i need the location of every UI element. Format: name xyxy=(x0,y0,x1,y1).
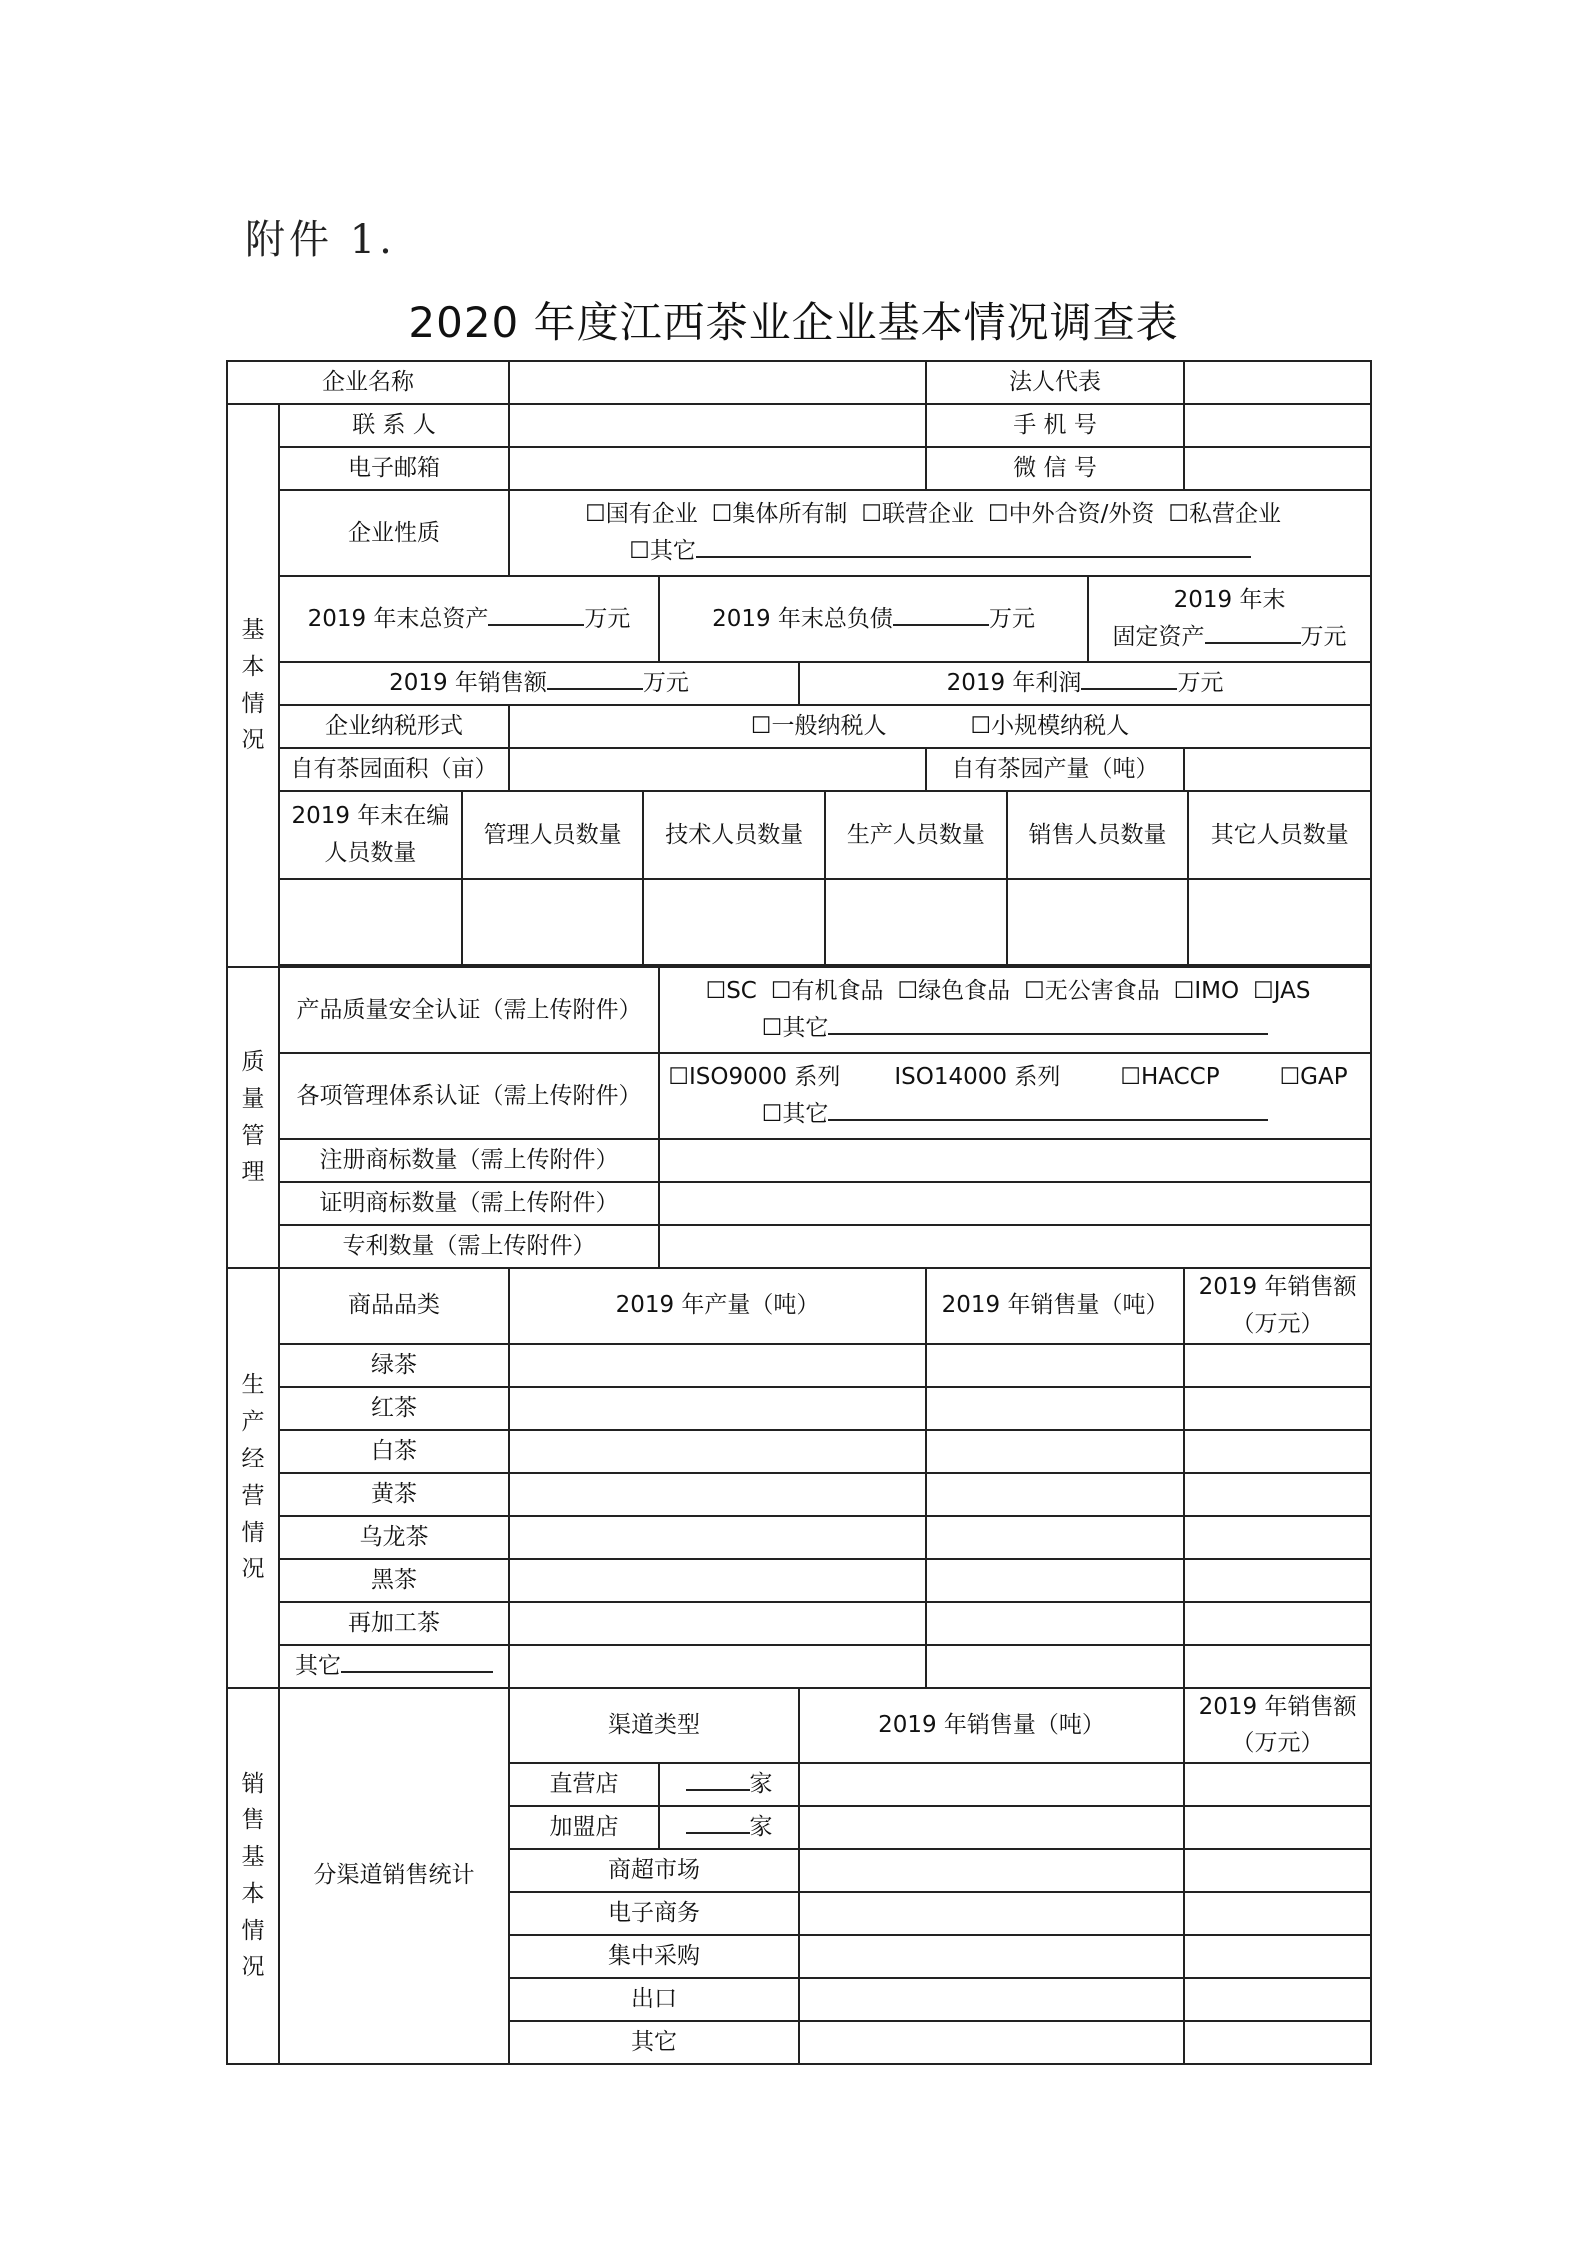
nature-option-other[interactable]: ☐其它 xyxy=(629,538,696,564)
channel-volume-field[interactable] xyxy=(799,1892,1184,1935)
mgmt-option-other[interactable]: ☐其它 xyxy=(761,1101,829,1127)
mgmt-cert-label: 各项管理体系认证（需上传附件） xyxy=(279,1053,659,1139)
cert-option-jas[interactable]: ☐JAS xyxy=(1253,978,1311,1005)
survey-form-table xyxy=(226,360,1372,2065)
cert-option-organic[interactable]: ☐有机食品 xyxy=(770,978,884,1005)
channel-export-label: 出口 xyxy=(509,1978,799,2021)
prod-volume-field[interactable] xyxy=(926,1473,1184,1516)
prod-volume-field[interactable] xyxy=(926,1645,1184,1688)
total-assets-unit: 万元 xyxy=(584,605,631,632)
sales-label: 2019 年销售额 xyxy=(389,670,547,697)
company-name-label: 企业名称 xyxy=(227,361,509,404)
attachment-label: 附件 1. xyxy=(245,217,396,263)
sales-unit: 万元 xyxy=(642,670,689,697)
channel-franchise-count-cell[interactable] xyxy=(659,1806,799,1849)
channel-amount-field[interactable] xyxy=(1184,1978,1371,2021)
tax-form-label: 企业纳税形式 xyxy=(279,705,509,748)
prod-output-field[interactable] xyxy=(509,1473,926,1516)
staff-production-field[interactable] xyxy=(825,880,1007,964)
page-title: 2020 年度江西茶业企业基本情况调查表 xyxy=(408,298,1179,347)
trademark-reg-label: 注册商标数量（需上传附件） xyxy=(279,1139,659,1182)
staff-production-header: 生产人员数量 xyxy=(825,792,1007,878)
nature-option-state[interactable]: ☐国有企业 xyxy=(585,501,698,528)
staff-technical-field[interactable] xyxy=(643,880,825,964)
cert-option-green[interactable]: ☐绿色食品 xyxy=(897,978,1011,1005)
cert-option-other[interactable]: ☐其它 xyxy=(761,1015,829,1041)
mgmt-option-iso9000[interactable]: ☐ISO9000 系列 xyxy=(668,1064,841,1091)
total-assets-cell[interactable] xyxy=(279,576,659,662)
prod-header-sales-volume: 2019 年销售量（吨） xyxy=(926,1268,1184,1344)
total-assets-label: 2019 年末总资产 xyxy=(307,605,489,632)
garden-output-label: 自有茶园产量（吨） xyxy=(926,748,1184,791)
staff-management-field[interactable] xyxy=(462,880,644,964)
company-name-field[interactable] xyxy=(509,361,926,404)
section-basic-label: 基 本 情 况 xyxy=(227,404,279,967)
nature-option-foreign[interactable]: ☐中外合资/外资 xyxy=(987,501,1155,528)
prod-output-field[interactable] xyxy=(509,1516,926,1559)
prod-category-black: 红茶 xyxy=(279,1387,509,1430)
profit-line[interactable] xyxy=(1081,666,1177,690)
prod-output-field[interactable] xyxy=(509,1387,926,1430)
prod-output-field[interactable] xyxy=(509,1344,926,1387)
fixed-assets-label-top: 2019 年末 xyxy=(1173,587,1286,614)
quality-cert-label: 产品质量安全认证（需上传附件） xyxy=(279,967,659,1053)
section-production-label: 生 产 经 营 情 况 xyxy=(227,1268,279,1688)
channel-amount-field[interactable] xyxy=(1184,2021,1371,2064)
patents-field[interactable] xyxy=(659,1225,1371,1268)
channel-header-amount: 2019 年销售额（万元） xyxy=(1184,1688,1371,1764)
channel-amount-field[interactable] xyxy=(1184,1892,1371,1935)
prod-output-field[interactable] xyxy=(509,1645,926,1688)
channel-other-label: 其它 xyxy=(509,2021,799,2064)
wechat-field[interactable] xyxy=(1184,447,1371,490)
prod-category-other: 其它 xyxy=(295,1652,341,1679)
cert-option-sc[interactable]: ☐SC xyxy=(705,978,757,1005)
mgmt-other-line[interactable] xyxy=(828,1097,1268,1121)
channel-franchise-unit: 家 xyxy=(749,1814,773,1841)
fixed-assets-label: 固定资产 xyxy=(1112,624,1205,650)
channel-procurement-label: 集中采购 xyxy=(509,1935,799,1978)
prod-volume-field[interactable] xyxy=(926,1559,1184,1602)
prod-category-white: 白茶 xyxy=(279,1430,509,1473)
nature-options[interactable] xyxy=(509,490,1371,576)
staff-header-row xyxy=(279,791,1371,879)
prod-volume-field[interactable] xyxy=(926,1516,1184,1559)
prod-category-oolong: 乌龙茶 xyxy=(279,1516,509,1559)
nature-label: 企业性质 xyxy=(279,490,509,576)
section-sales-label: 销 售 基 本 情 况 xyxy=(227,1688,279,2065)
prod-category-dark: 黑茶 xyxy=(279,1559,509,1602)
staff-management-header: 管理人员数量 xyxy=(462,792,644,878)
mobile-field[interactable] xyxy=(1184,404,1371,447)
garden-area-field[interactable] xyxy=(509,748,926,791)
prod-output-field[interactable] xyxy=(509,1559,926,1602)
cert-option-pollution-free[interactable]: ☐无公害食品 xyxy=(1024,978,1160,1005)
staff-other-field[interactable] xyxy=(1188,880,1370,964)
channel-direct-count-cell[interactable] xyxy=(659,1763,799,1806)
prod-header-output: 2019 年产量（吨） xyxy=(509,1268,926,1344)
mgmt-option-gap[interactable]: ☐GAP xyxy=(1279,1064,1348,1091)
trademark-reg-field[interactable] xyxy=(659,1139,1371,1182)
tax-form-options[interactable] xyxy=(509,705,1371,748)
fixed-assets-unit: 万元 xyxy=(1300,624,1347,650)
profit-cell[interactable] xyxy=(799,662,1371,705)
prod-amount-field[interactable] xyxy=(1184,1559,1371,1602)
channel-amount-field[interactable] xyxy=(1184,1806,1371,1849)
channel-direct-label: 直营店 xyxy=(509,1763,659,1806)
prod-category-green: 绿茶 xyxy=(279,1344,509,1387)
channel-volume-field[interactable] xyxy=(799,1763,1184,1806)
channel-volume-field[interactable] xyxy=(799,1849,1184,1892)
staff-other-header: 其它人员数量 xyxy=(1210,821,1349,848)
total-liabilities-cell[interactable] xyxy=(659,576,1088,662)
staff-sales-field[interactable] xyxy=(1007,880,1189,964)
cert-option-imo[interactable]: ☐IMO xyxy=(1173,978,1240,1005)
legal-rep-label: 法人代表 xyxy=(926,361,1184,404)
email-label: 电子邮箱 xyxy=(279,447,509,490)
total-liabilities-unit: 万元 xyxy=(988,605,1035,632)
sales-line[interactable] xyxy=(547,666,643,690)
profit-unit: 万元 xyxy=(1177,670,1224,697)
fixed-assets-line[interactable] xyxy=(1205,620,1301,644)
staff-total-label-bottom: 人员数量 xyxy=(324,840,417,866)
prod-volume-field[interactable] xyxy=(926,1344,1184,1387)
staff-value-grid xyxy=(280,880,1370,964)
staff-technical-header: 技术人员数量 xyxy=(643,792,825,878)
nature-option-private[interactable]: ☐私营企业 xyxy=(1168,501,1281,528)
channel-volume-field[interactable] xyxy=(799,1978,1184,2021)
channel-volume-field[interactable] xyxy=(799,1935,1184,1978)
patents-label: 专利数量（需上传附件） xyxy=(279,1225,659,1268)
channel-direct-unit: 家 xyxy=(749,1771,773,1798)
channel-stat-label: 分渠道销售统计 xyxy=(279,1688,509,2065)
tax-option-small[interactable]: ☐小规模纳税人 xyxy=(970,713,1130,740)
trademark-cert-field[interactable] xyxy=(659,1182,1371,1225)
prod-amount-field[interactable] xyxy=(1184,1430,1371,1473)
channel-volume-field[interactable] xyxy=(799,1806,1184,1849)
prod-category-other-cell[interactable] xyxy=(279,1645,509,1688)
staff-sales-header: 销售人员数量 xyxy=(1007,792,1189,878)
profit-label: 2019 年利润 xyxy=(946,670,1082,697)
prod-volume-field[interactable] xyxy=(926,1430,1184,1473)
prod-category-reprocessed: 再加工茶 xyxy=(279,1602,509,1645)
prod-volume-field[interactable] xyxy=(926,1602,1184,1645)
channel-volume-field[interactable] xyxy=(799,2021,1184,2064)
channel-franchise-label: 加盟店 xyxy=(509,1806,659,1849)
email-field[interactable] xyxy=(509,447,926,490)
total-assets-line[interactable] xyxy=(488,602,584,626)
prod-other-line[interactable] xyxy=(341,1649,493,1673)
mgmt-cert-options[interactable] xyxy=(659,1053,1371,1139)
wechat-label: 微 信 号 xyxy=(926,447,1184,490)
trademark-cert-label: 证明商标数量（需上传附件） xyxy=(279,1182,659,1225)
legal-rep-field[interactable] xyxy=(1184,361,1371,404)
mgmt-option-iso14000[interactable]: ISO14000 系列 xyxy=(894,1064,1061,1091)
prod-amount-field[interactable] xyxy=(1184,1344,1371,1387)
garden-output-field[interactable] xyxy=(1184,748,1371,791)
prod-amount-field[interactable] xyxy=(1184,1602,1371,1645)
channel-header-type: 渠道类型 xyxy=(509,1688,799,1764)
channel-direct-count-line[interactable] xyxy=(686,1767,750,1791)
nature-other-line[interactable] xyxy=(696,534,1251,558)
contact-field[interactable] xyxy=(509,404,926,447)
channel-amount-field[interactable] xyxy=(1184,1763,1371,1806)
prod-amount-field[interactable] xyxy=(1184,1473,1371,1516)
staff-header-grid xyxy=(280,792,1370,878)
staff-total-header xyxy=(280,792,462,878)
channel-franchise-count-line[interactable] xyxy=(686,1810,750,1834)
quality-cert-options[interactable] xyxy=(659,967,1371,1053)
prod-amount-field[interactable] xyxy=(1184,1645,1371,1688)
total-liabilities-line[interactable] xyxy=(893,602,989,626)
prod-output-field[interactable] xyxy=(509,1602,926,1645)
nature-option-collective[interactable]: ☐集体所有制 xyxy=(711,501,848,528)
channel-supermarket-label: 商超市场 xyxy=(509,1849,799,1892)
prod-amount-field[interactable] xyxy=(1184,1516,1371,1559)
garden-area-label: 自有茶园面积（亩） xyxy=(279,748,509,791)
mobile-label: 手 机 号 xyxy=(926,404,1184,447)
staff-total-label-top: 2019 年末在编 xyxy=(291,803,450,830)
mgmt-option-haccp[interactable]: ☐HACCP xyxy=(1120,1064,1220,1091)
prod-output-field[interactable] xyxy=(509,1430,926,1473)
contact-label: 联 系 人 xyxy=(279,404,509,447)
total-liabilities-label: 2019 年末总负债 xyxy=(712,605,893,632)
channel-header-volume: 2019 年销售量（吨） xyxy=(799,1688,1184,1764)
channel-ecommerce-label: 电子商务 xyxy=(509,1892,799,1935)
prod-header-sales-amount: 2019 年销售额（万元） xyxy=(1184,1268,1371,1344)
prod-amount-field[interactable] xyxy=(1184,1387,1371,1430)
sales-cell[interactable] xyxy=(279,662,799,705)
prod-header-category: 商品品类 xyxy=(279,1268,509,1344)
fixed-assets-cell[interactable] xyxy=(1088,576,1371,662)
prod-category-yellow: 黄茶 xyxy=(279,1473,509,1516)
nature-option-joint[interactable]: ☐联营企业 xyxy=(861,501,974,528)
staff-value-row xyxy=(279,879,1371,965)
channel-amount-field[interactable] xyxy=(1184,1849,1371,1892)
cert-other-line[interactable] xyxy=(828,1011,1268,1035)
channel-amount-field[interactable] xyxy=(1184,1935,1371,1978)
prod-volume-field[interactable] xyxy=(926,1387,1184,1430)
staff-total-field[interactable] xyxy=(280,880,462,964)
tax-option-general[interactable]: ☐一般纳税人 xyxy=(750,713,887,740)
section-quality-label: 质 量 管 理 xyxy=(227,967,279,1268)
